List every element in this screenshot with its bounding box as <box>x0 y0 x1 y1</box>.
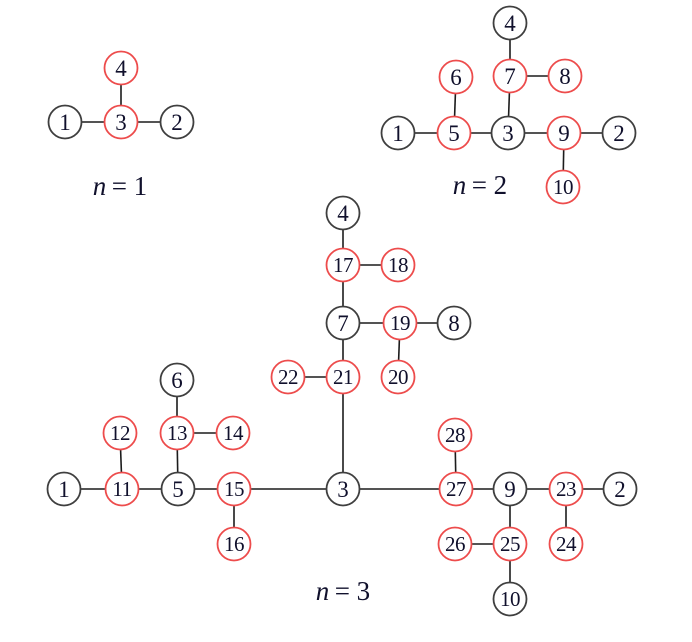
node-number: 6 <box>450 64 462 90</box>
node-number: 1 <box>58 476 70 502</box>
node-number: 1 <box>392 120 404 146</box>
node-n2-3 <box>492 117 525 150</box>
node-number: 9 <box>504 476 516 502</box>
node-number: 16 <box>224 532 244 557</box>
node-n2-7 <box>494 60 527 93</box>
node-n3-11 <box>106 473 139 506</box>
node-number: 1 <box>59 109 71 135</box>
node-n2-5 <box>438 117 471 150</box>
node-number: 10 <box>553 175 573 200</box>
node-number: 2 <box>613 120 625 146</box>
node-number: 26 <box>445 532 465 557</box>
node-n3-24 <box>550 528 583 561</box>
node-n3-13 <box>161 417 194 450</box>
node-n3-10 <box>494 583 527 616</box>
node-n3-22 <box>272 361 305 394</box>
node-number: 25 <box>500 532 520 557</box>
node-number: 9 <box>558 120 570 146</box>
node-number: 3 <box>502 120 514 146</box>
graph-n3 <box>48 197 637 616</box>
node-number: 2 <box>614 476 626 502</box>
caption-n2: n = 2 <box>452 170 508 200</box>
node-n2-10 <box>547 171 580 204</box>
node-number: 10 <box>500 587 520 612</box>
node-number: 14 <box>223 421 243 446</box>
node-number: 11 <box>112 477 132 502</box>
node-number: 3 <box>115 109 127 135</box>
node-n3-23 <box>550 473 583 506</box>
caption-n3: n = 3 <box>315 576 371 606</box>
node-number: 6 <box>171 367 183 393</box>
node-n1-1 <box>49 106 82 139</box>
node-number: 5 <box>448 120 460 146</box>
node-number: 4 <box>115 55 127 81</box>
node-n1-2 <box>161 106 194 139</box>
node-n3-1 <box>48 473 81 506</box>
node-n3-14 <box>217 417 250 450</box>
node-n3-19 <box>384 307 417 340</box>
node-n3-26 <box>439 528 472 561</box>
node-number: 13 <box>167 421 187 446</box>
node-number: 8 <box>448 310 460 336</box>
node-n2-4 <box>494 7 527 40</box>
node-n3-9 <box>494 473 527 506</box>
node-n3-6 <box>161 364 194 397</box>
node-number: 18 <box>388 253 408 278</box>
node-n3-5 <box>162 473 195 506</box>
node-number: 7 <box>337 310 349 336</box>
node-n2-9 <box>548 117 581 150</box>
node-n3-7 <box>327 307 360 340</box>
node-number: 28 <box>445 423 465 448</box>
node-n2-6 <box>440 61 473 94</box>
node-n2-2 <box>603 117 636 150</box>
node-n3-17 <box>327 249 360 282</box>
node-n3-4 <box>327 197 360 230</box>
node-number: 22 <box>278 365 298 390</box>
node-number: 12 <box>110 421 130 446</box>
node-number: 7 <box>504 63 516 89</box>
node-number: 23 <box>556 477 576 502</box>
node-n2-1 <box>382 117 415 150</box>
node-number: 15 <box>224 477 244 502</box>
node-number: 20 <box>388 365 408 390</box>
node-n3-18 <box>382 249 415 282</box>
node-n3-2 <box>604 473 637 506</box>
node-number: 4 <box>504 10 516 36</box>
node-number: 17 <box>333 253 353 278</box>
graph-n2 <box>382 7 636 204</box>
node-number: 2 <box>171 109 183 135</box>
node-n3-3 <box>327 473 360 506</box>
node-n1-3 <box>105 106 138 139</box>
node-number: 27 <box>446 477 466 502</box>
node-number: 3 <box>337 476 349 502</box>
graph-n1 <box>49 52 194 202</box>
node-n3-27 <box>440 473 473 506</box>
node-n3-25 <box>494 528 527 561</box>
node-n1-4 <box>105 52 138 85</box>
node-n3-16 <box>218 528 251 561</box>
node-number: 4 <box>337 200 349 226</box>
node-n3-15 <box>218 473 251 506</box>
node-n2-8 <box>549 60 582 93</box>
node-n3-21 <box>327 361 360 394</box>
node-number: 24 <box>556 532 576 557</box>
node-n3-8 <box>438 307 471 340</box>
node-number: 21 <box>333 365 353 390</box>
node-number: 5 <box>172 476 184 502</box>
caption-n1: n = 1 <box>92 171 148 201</box>
node-n3-20 <box>382 361 415 394</box>
node-number: 19 <box>390 311 410 336</box>
node-n3-12 <box>104 417 137 450</box>
node-number: 8 <box>559 63 571 89</box>
node-n3-28 <box>439 419 472 452</box>
